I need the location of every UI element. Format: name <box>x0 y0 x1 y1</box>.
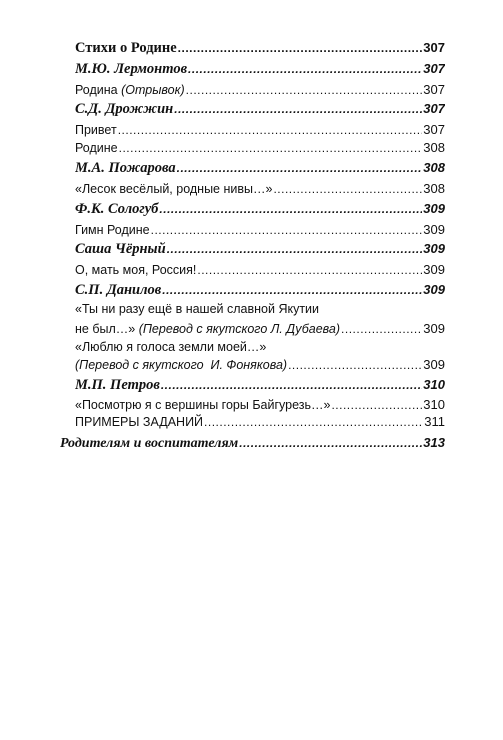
toc-page-number: 309 <box>423 282 445 297</box>
toc-page-number: 309 <box>423 201 445 216</box>
toc-entry-privet[interactable] <box>75 122 445 137</box>
toc-page-number: 313 <box>423 435 445 450</box>
toc-entry-petrov[interactable] <box>75 377 445 394</box>
toc-entry-label: ПРИМЕРЫ ЗАДАНИЙ <box>75 415 204 429</box>
toc-page-number: 308 <box>423 181 445 196</box>
dot-leader <box>161 378 422 392</box>
toc-page-number: 309 <box>423 222 445 237</box>
toc-author-label: М.П. Петров <box>75 377 160 393</box>
dot-leader <box>239 436 422 450</box>
toc-entry-label <box>75 322 340 336</box>
toc-page-number: 307 <box>423 101 445 116</box>
toc-title-text: Родина <box>75 83 118 97</box>
toc-page-number: 309 <box>423 357 445 372</box>
toc-page-number: 308 <box>423 140 445 155</box>
toc-note-text: (Перевод с якутского И. Фонякова) <box>75 358 288 372</box>
dot-leader <box>341 322 422 336</box>
toc-entry-drozhzhin[interactable] <box>75 101 445 118</box>
toc-entry-label: Гимн Родине <box>75 223 150 237</box>
dot-leader <box>151 223 423 237</box>
toc-entry-label: «Лесок весёлый, родные нивы…» <box>75 182 273 196</box>
toc-entry-yakutia-line1[interactable]: «Ты ни разу ещё в нашей славной Якутии <box>75 302 320 316</box>
toc-entry-label: Привет <box>75 123 117 137</box>
toc-author-label: Ф.К. Сологуб <box>75 201 159 217</box>
dot-leader <box>162 283 422 297</box>
toc-page-number: 310 <box>423 397 445 412</box>
toc-note-text: (Перевод с якутского Л. Дубаева) <box>138 322 341 336</box>
toc-author-label: Саша Чёрный <box>75 241 166 257</box>
toc-page-number: 307 <box>423 61 445 76</box>
toc-page-number: 309 <box>423 241 445 256</box>
dot-leader <box>159 202 422 216</box>
dot-leader <box>178 41 423 55</box>
toc-entry-lesok[interactable] <box>75 181 445 196</box>
toc-entry-label: Родителям и воспитателям <box>60 436 239 451</box>
toc-entry-yakutia[interactable] <box>75 321 445 336</box>
toc-entry-gimn[interactable] <box>75 222 445 237</box>
toc-entry-poems-heading[interactable] <box>75 40 445 57</box>
dot-leader <box>188 62 422 76</box>
toc-entry-label: Родине <box>75 141 118 155</box>
toc-author-label: М.Ю. Лермонтов <box>75 61 188 77</box>
dot-leader <box>174 102 422 116</box>
dot-leader <box>331 398 422 412</box>
toc-author-label: М.А. Пожарова <box>75 160 176 176</box>
toc-entry-mat-moya[interactable] <box>75 262 445 277</box>
toc-entry-rodine[interactable] <box>75 140 445 155</box>
toc-author-label: С.Д. Дрожжин <box>75 101 174 117</box>
toc-entry-parents[interactable] <box>60 435 445 452</box>
toc-entry-sologub[interactable] <box>75 201 445 218</box>
toc-entry-pozharova[interactable] <box>75 160 445 177</box>
toc-page-number: 307 <box>423 122 445 137</box>
toc-entry-danilov[interactable] <box>75 282 445 299</box>
toc-page-number: 309 <box>423 321 445 336</box>
toc-title-text: не был…» <box>75 322 136 336</box>
toc-entry-golosa[interactable] <box>75 357 445 372</box>
toc-entry-label: Стихи о Родине <box>75 40 177 56</box>
toc-page-number: 307 <box>423 82 445 97</box>
toc-entry-golosa-line1[interactable]: «Люблю я голоса земли моей…» <box>75 340 267 354</box>
dot-leader <box>197 263 422 277</box>
toc-entry-baigurez[interactable] <box>75 397 445 412</box>
toc-page-number: 311 <box>424 414 445 429</box>
toc-page-number: 310 <box>423 377 445 392</box>
toc-page-number: 309 <box>423 262 445 277</box>
dot-leader <box>167 242 423 256</box>
toc-entry-rodina[interactable] <box>75 82 445 97</box>
toc-entry-examples[interactable] <box>75 414 445 429</box>
dot-leader <box>119 141 423 155</box>
toc-note-text: (Отрывок) <box>121 83 185 97</box>
toc-entry-label <box>75 83 185 97</box>
dot-leader <box>186 83 423 97</box>
toc-entry-cherny[interactable] <box>75 241 445 258</box>
toc-page-number: 308 <box>423 160 445 175</box>
dot-leader <box>177 161 423 175</box>
dot-leader <box>118 123 423 137</box>
toc-author-label: С.П. Данилов <box>75 282 162 298</box>
toc-entry-label: «Посмотрю я с вершины горы Байгурезь…» <box>75 398 331 412</box>
toc-page-number: 307 <box>423 40 445 55</box>
dot-leader <box>204 415 423 429</box>
dot-leader <box>273 182 422 196</box>
toc-entry-lermontov[interactable] <box>75 61 445 78</box>
toc-entry-label: О, мать моя, Россия! <box>75 263 197 277</box>
dot-leader <box>288 358 422 372</box>
